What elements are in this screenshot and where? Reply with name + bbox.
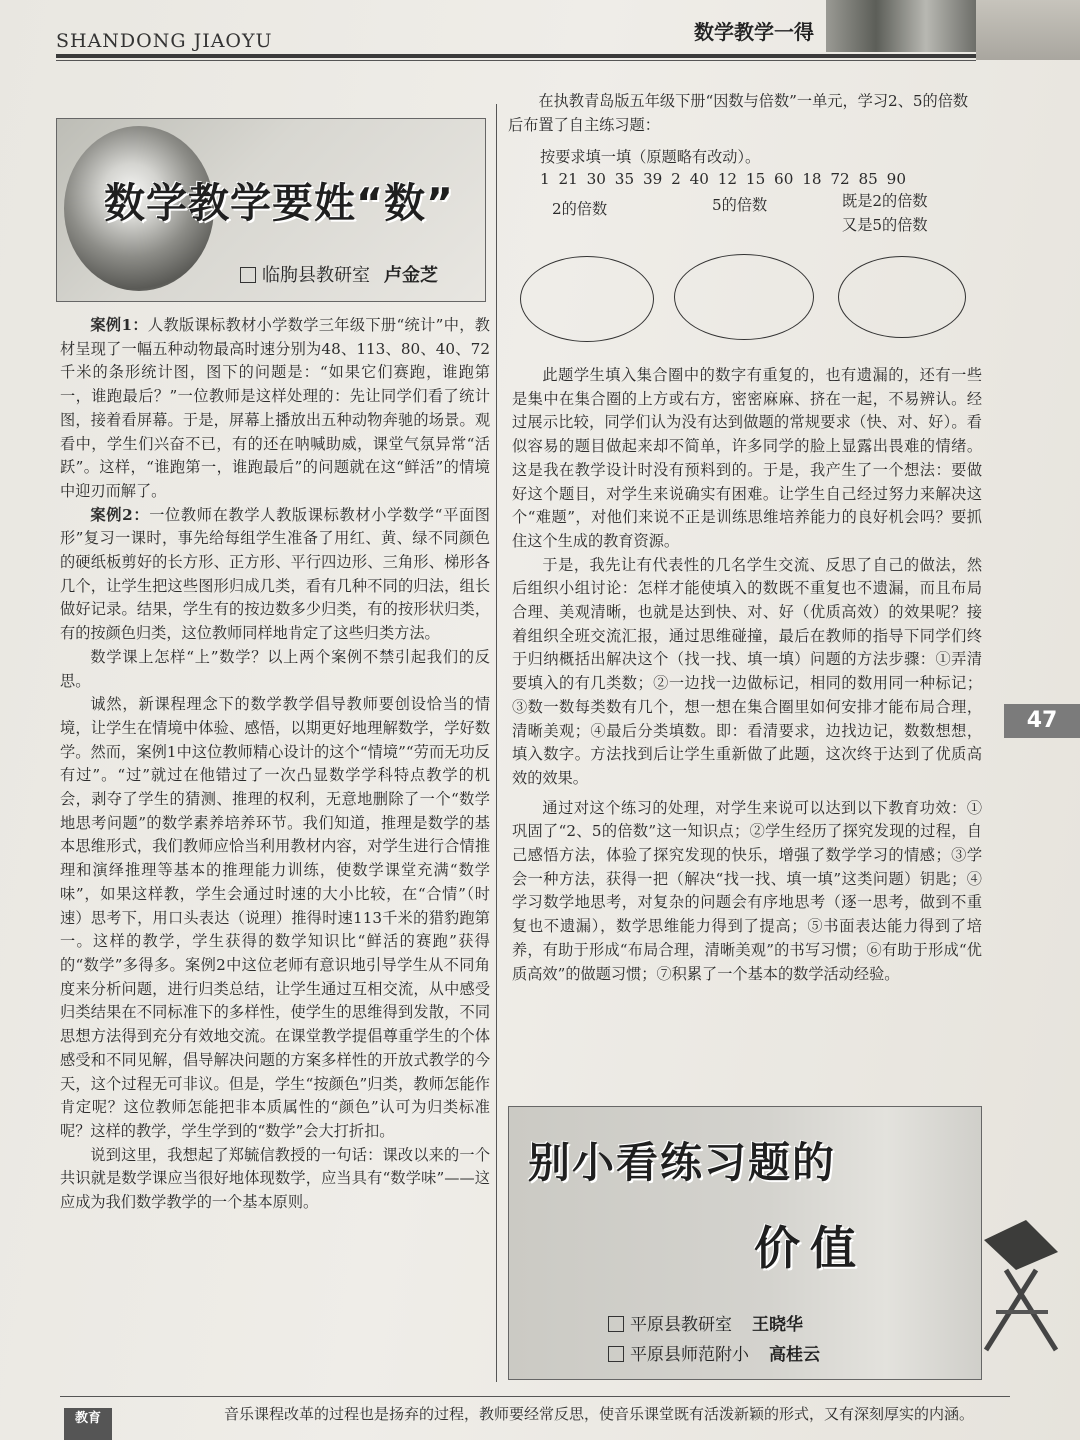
exercise-intro: 在执教青岛版五年级下册“因数与倍数”一单元，学习2、5的倍数后布置了自主练习题： — [508, 92, 969, 134]
set-label-both-b: 又是5的倍数 — [842, 216, 928, 234]
square-bullet-icon — [608, 1316, 624, 1332]
header-rule — [56, 54, 976, 58]
article2-title-line2: 价值 — [754, 1221, 866, 1275]
set-label-5: 5的倍数 — [712, 196, 768, 214]
column-title: 数学教学一得 — [694, 20, 814, 44]
article1-body — [60, 314, 490, 1215]
paragraph: 于是，我先让有代表性的几名学生交流、反思了自己的做法，然后组织小组讨论：怎样才能使填入的数既不重复也不遗漏，而且布局合理、美观清晰，也就是达到快、对、好（优质高效）的效果呢？接着组织全班交流汇报，通过思维碰撞，最后在教师的指导下同学们终于归纳概括出解决这个（找一找、填一填）问题的方法步骤：①弄清要填入的有几类数；②一边找一边做标记，相同的数用同一种标记；③数一数每类数有几个，想一想在集合圈里如何安排才能布局合理，清晰美观；④最后分类填数。即：看清要求，边找边记，数数想想，填入数字。方法找到后让学生重新做了此题，这次终于达到了优质高效的效果。 — [512, 555, 982, 787]
article2-title-line1: 别小看练习题的 — [528, 1138, 837, 1187]
article2-body — [512, 364, 982, 986]
square-bullet-icon — [608, 1346, 624, 1362]
author-line: 平原县教研室 王晓华 — [608, 1310, 820, 1340]
case-label: 案例1： — [90, 316, 148, 334]
journal-name: SHANDONG JIAOYU — [56, 30, 273, 52]
article2-byline — [608, 1310, 820, 1370]
article1-author-unit: 临朐县教研室 — [262, 265, 370, 286]
header-rule-thin — [56, 60, 976, 61]
set-circle-2 — [520, 256, 654, 342]
exercise-prompt: 按要求填一填（原题略有改动）。 — [540, 148, 761, 166]
header-photo-edge — [976, 0, 1080, 60]
paragraph: 案例2：一位教师在教学人教版课标教材小学数学“平面图形”复习一课时，事先给每组学生准备了用红、黄、绿不同颜色的硬纸板剪好的长方形、正方形、平行四边形、三角形、梯形各几个，让学生把这些图形归成几类，看有几种不同的归法，组长做好记录。结果，学生有的按边数多少归类，有的按形状归类，有的按颜色归类，这位教师同样地肯定了这些归类方法。 — [60, 505, 490, 643]
set-label-2: 2的倍数 — [552, 200, 608, 218]
case-label: 案例2： — [90, 505, 150, 524]
author-line: 平原县师范附小 高桂云 — [608, 1340, 820, 1370]
footer-tag: 教育 — [64, 1408, 112, 1440]
column-divider — [496, 104, 497, 1382]
paragraph: 通过对这个练习的处理，对学生来说可以达到以下教育功效：①巩固了“2、5的倍数”这一知识点；②学生经历了探究发现的过程，自己感悟方法，体验了探究发现的快乐，增强了数学学习的情感；③学会一种方法，获得一把（解决“找一找、填一填”这类问题）钥匙；④学习数学地思考，对复杂的问题会有序地思考（逐一思考，做到不重复也不遗漏），数学思维能力得到了提高；⑤书面表达能力得到了培养，有助于形成“布局合理，清晰美观”的书写习惯；⑥有助于形成“优质高效”的做题习惯；⑦积累了一个基本的数学活动经验。 — [512, 798, 982, 983]
paragraph: 此题学生填入集合圈中的数字有重复的，也有遗漏的，还有一些是集中在集合圈的上方或右方，密密麻麻、挤在一起，不易辨认。经过展示比较，同学们认为没有达到做题的常规要求（快、对、好）。看似容易的题目做起来却不简单，许多同学的脸上显露出畏难的情绪。这是我在教学设计时没有预料到的。于是，我产生了一个想法：要做好这个题目，对学生来说确实有困难。让学生自己经过努力来解决这个“难题”，对他们来说不正是训练思维培养能力的良好机会吗？要抓住这个生成的教育资源。 — [512, 366, 982, 550]
footer-rule — [60, 1396, 1010, 1397]
paragraph: 案例1：人教版课标教材小学数学三年级下册“统计”中，教材呈现了一幅五种动物最高时速分别为48、113、80、40、72千米的条形统计图，图下的问题是：“如果它们赛跑，谁跑第一，谁跑最后？”一位教师是这样处理的：先让同学们看了统计图，接着看屏幕。于是，屏幕上播放出五种动物奔驰的场景。观看中，学生们兴奋不已，有的还在呐喊助威，课堂气氛异常“活跃”。这样，“谁跑第一，谁跑最后”的问题就在这“鲜活”的情境中迎刃而解了。 — [60, 316, 490, 500]
article1-byline — [240, 261, 438, 287]
set-label-both-a: 既是2的倍数 — [842, 192, 928, 210]
paragraph: 说到这里，我想起了郑毓信教授的一句话：课改以来的一个共识就是数学课应当很好地体现数学，应当具有“数学味”——这应成为我们数学教学的一个基本原则。 — [60, 1145, 490, 1212]
exercise-numbers: 1 21 30 35 39 2 40 12 15 60 18 72 85 90 — [540, 170, 906, 188]
square-bullet-icon — [240, 267, 256, 283]
easel-illustration — [966, 1200, 1066, 1360]
paragraph: 数学课上怎样“上”数学？以上两个案例不禁引起我们的反思。 — [60, 647, 490, 690]
page-number: 47 — [1004, 704, 1080, 738]
paragraph: 诚然，新课程理念下的数学教学倡导教师要创设恰当的情境，让学生在情境中体验、感悟，以期更好地理解数学，学好数学。然而，案例1中这位教师精心设计的这个“情境”“劳而无功反有过”。“过”就过在他错过了一次凸显数学学科特点教学的机会，剥夺了学生的猜测、推理的权利，无意地删除了一个“数学地思考问题”的数学素养培养环节。我们知道，推理是数学的基本思维形式，我们教师应恰当利用教材内容，对学生进行合情推理和演绎推理等基本的推理能力训练，使数学课堂充满“数学味”，如果这样教，学生会通过时速的大小比较，在“合情”（时速）思考下，用口头表达（说理）推得时速113千米的猎豹跑第一。这样的教学，学生获得的数学知识比“鲜活的赛跑”获得的“数学”多得多。案例2中这位老师有意识地引导学生从不同角度来分析问题，进行归类总结，让学生通过互相交流，从中感受归类结果在不同标准下的多样性，使学生的思维得到发散，不同思想方法得到充分有效地交流。在课堂教学提倡尊重学生的个体感受和不同见解，倡导解决问题的方案多样性的开放式教学的今天，这个过程无可非议。但是，学生“按颜色”归类，教师怎能作肯定呢？这位教师怎能把非本质属性的“颜色”认可为归类标准呢？这样的教学，学生学到的“数学”会大打折扣。 — [60, 695, 490, 1140]
set-circle-5 — [674, 254, 814, 340]
set-circle-both — [838, 256, 966, 338]
article1-title: 数学教学要姓“数” — [104, 179, 454, 227]
footer-quote: 音乐课程改革的过程也是扬弃的过程，教师要经常反思，使音乐课堂既有活泼新颖的形式，又有深刻厚实的内涵。 — [224, 1405, 975, 1423]
header-photo — [826, 0, 976, 52]
article1-author-name: 卢金芝 — [384, 265, 438, 286]
